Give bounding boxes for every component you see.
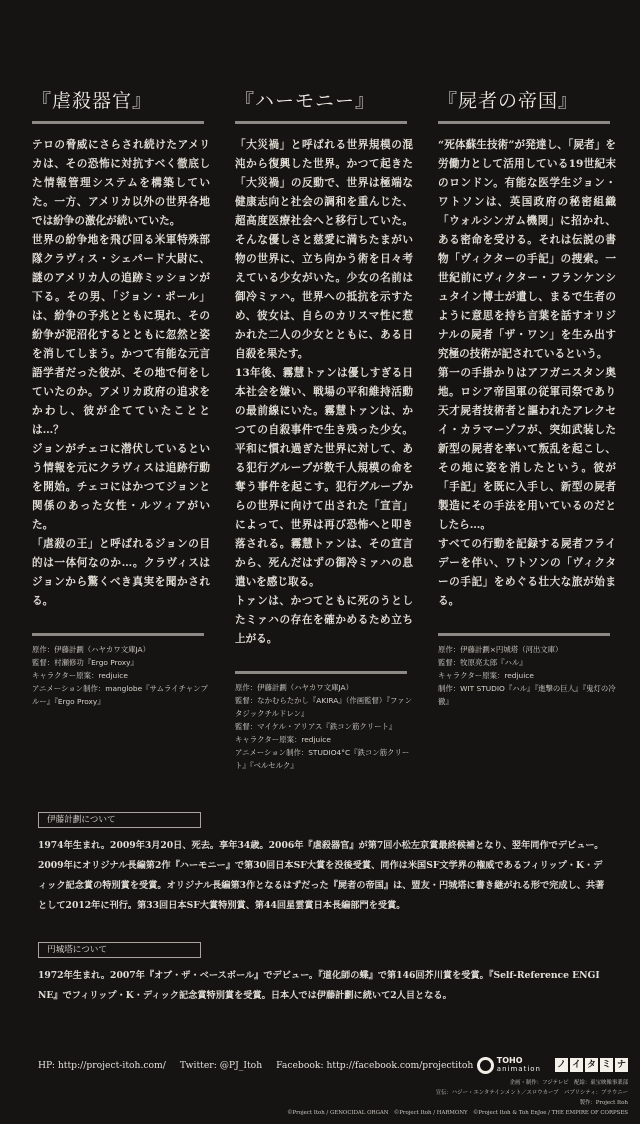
logo-char: ノ (556, 1060, 566, 1070)
credit-line: キャラクター原案：redjuice (32, 671, 128, 680)
synopsis-paragraph: 第一の手掛かりはアフガニスタン奥地。ロシア帝国軍の従軍司祭であり天才屍者技術者と謳われたアレクセイ・カラマーゾフが、突如武装した新型の屍者を率いて叛乱を起こし、その地に姿を消したという。彼が「手記」を既に入手し、新型の屍者製造にその手法を用いているのだとしたら…。 (438, 367, 616, 531)
footer-links (38, 1059, 473, 1072)
homepage-link[interactable]: HP: http://project-itoh.com/ (38, 1059, 166, 1071)
synopsis-paragraph: 「虐殺の王」と呼ばれるジョンの目的は一体何なのか…。クラヴィスはジョンから驚くべき真実を聞かされる。 (32, 538, 210, 607)
copyright-line: ©Project Itoh / GENOCIDAL ORGAN ©Project Itoh / HARMONY ©Project Itoh & Toh EnJoe / THE EMPIRE OF CORPSES (287, 1110, 628, 1116)
synopsis-paragraph: テロの脅威にさらされ続けたアメリカは、その恐怖に対抗すべく徹底した情報管理システムを構築していた。一方、アメリカ以外の世界各地では紛争の激化が続いていた。 (32, 139, 210, 227)
credit-line: アニメーション制作：manglobe『サムライチャンプルー』『Ergo Proxy』 (32, 684, 208, 706)
divider (438, 633, 610, 636)
credit-line: キャラクター原案：redjuice (235, 735, 331, 744)
logo-char: ナ (616, 1060, 626, 1070)
credit-production: 企画・制作：フジテレビ 配給：東宝映像事業部 (509, 1080, 628, 1086)
divider (438, 121, 610, 124)
twitter-link[interactable]: Twitter: @PJ_Itoh (179, 1059, 263, 1071)
divider (235, 671, 407, 674)
synopsis-paragraph: ジョンがチェコに潜伏しているという情報を元にクラヴィスは追跡行動を開始。チェコにはかつてジョンと関係のあった女性・ルツィアがいた。 (32, 443, 210, 531)
synopsis (235, 136, 413, 649)
credit-line: 原作：伊藤計劃×円城塔（河出文庫） (438, 645, 563, 654)
credit-line: 監督：村瀬修功『Ergo Proxy』 (32, 658, 138, 667)
footer (38, 1056, 628, 1074)
bio-text-itoh: 1974年生まれ。2009年3月20日、死去。享年34歳。2006年『虐殺器官』が第7回小松左京賞最終候補となり、翌年同作でデビュー。2009年にオリジナル長編第2作『ハーモニー』で第30回日本SF大賞を没後受賞、同作は米国SF文学界の権威であるフィリップ・K・ディック記念賞の特別賞を受賞。オリジナル長編第3作となるはずだった『屍者の帝国』は、盟友・円城塔に書き継がれる形で完成し、共著として2012年に刊行。第33回日本SF大賞特別賞、第44回星雲賞日本長編部門を受賞。 (38, 840, 605, 911)
credits-genocidal-organ (32, 633, 210, 708)
synopsis-paragraph: トァンは、かつてともに死のうとしたミァハの存在を確かめるため立ち上がる。 (235, 595, 413, 645)
toho-logo-subtext: animation (496, 1065, 541, 1073)
credit-publicity: 宣伝：ハジー・エンタテインメント／スロウカーブ パブリシティ：ブラウニー (435, 1090, 628, 1096)
bio-heading-itoh: 伊藤計劃について (38, 812, 201, 828)
credits-harmony (235, 671, 413, 772)
title-harmony: 『ハーモニー』 (235, 90, 376, 112)
divider (235, 121, 407, 124)
credits-empire-of-corpses (438, 633, 616, 708)
logo-char: タ (586, 1060, 596, 1070)
synopsis-paragraph: すべての行動を記録する屍者フライデーを伴い、ワトソンの「ヴィクターの手記」をめぐる壮大な旅が始まる。 (438, 538, 616, 607)
credit-line: 制作：WIT STUDIO『ハル』『進撃の巨人』『鬼灯の冷徹』 (438, 684, 616, 706)
credit-line: 原作：伊藤計劃（ハヤカワ文庫JA） (235, 683, 353, 692)
toho-animation-logo (477, 1056, 541, 1074)
credit-line: 監督：なかむらたかし『AKIRA』（作画監督）『ファンタジックチルドレン』 (235, 696, 413, 718)
divider (32, 633, 204, 636)
synopsis (438, 136, 616, 611)
noitamina-logo (555, 1058, 628, 1072)
column-empire-of-corpses (438, 86, 616, 708)
bio-text-enjoe: 1972年生まれ。2007年『オブ・ザ・ベースボール』でデビュー。『道化師の蝶』で第146回芥川賞を受賞。『Self-Reference ENGINE』でフィリップ・K・ディック記念賞特別賞を受賞。日本人では伊藤計劃に続いて2人目となる。 (38, 970, 600, 1001)
toho-ring-icon (477, 1057, 494, 1074)
logos (477, 1056, 628, 1074)
credit-line: キャラクター原案：redjuice (438, 671, 534, 680)
title-genocidal-organ: 『虐殺器官』 (32, 90, 153, 112)
synopsis-paragraph: “死体蘇生技術”が発達し、「屍者」を労働力として活用している19世紀末のロンドン。有能な医学生ジョン・ワトソンは、英国政府の秘密組織「ウォルシンガム機関」に招かれ、ある密命を受ける。それは伝説の書物「ヴィクターの手記」の捜索。一世紀前にヴィクター・フランケンシュタイン博士が遺し、まるで生者のように意思を持ち言葉を話すオリジナルの屍者「ザ・ワン」を生み出す究極の技術が記されているという。 (438, 139, 616, 360)
logo-char: ミ (601, 1060, 611, 1070)
credit-line: 原作：伊藤計劃（ハヤカワ文庫JA） (32, 645, 150, 654)
bio-section-itoh (38, 812, 606, 916)
credit-copyright-holder: 製作：Project Itoh (579, 1100, 628, 1106)
bio-section-enjoe (38, 942, 606, 1006)
footer-credits (32, 1078, 628, 1118)
toho-logo-text: TOHO (496, 1056, 523, 1065)
synopsis (32, 136, 210, 611)
column-genocidal-organ (32, 86, 210, 708)
credit-line: アニメーション制作：STUDIO4°C『鉄コン筋クリート』『ベルセルク』 (235, 748, 410, 770)
credit-line: 監督：マイケル・アリアス『鉄コン筋クリート』 (235, 722, 397, 731)
title-empire-of-corpses: 『屍者の帝国』 (438, 90, 579, 112)
synopsis-paragraph: 世界の紛争地を飛び回る米軍特殊部隊クラヴィス・シェパード大尉に、謎のアメリカ人の追跡ミッションが下る。その男、「ジョン・ポール」は、紛争の予兆とともに現れ、その紛争が泥沼化するとともに忽然と姿を消してしまう。かつて有能な元言語学者だった彼が、その地で何をしていたのか。アメリカ政府の追求をかわし、彼が企てていたこととは…？ (32, 234, 210, 436)
facebook-link[interactable]: Facebook: http://facebook.com/projectitoh (276, 1059, 474, 1071)
bio-heading-enjoe: 円城塔について (38, 942, 201, 958)
synopsis-paragraph: 「大災禍」と呼ばれる世界規模の混沌から復興した世界。かつて起きた「大災禍」の反動で、世界は極端な健康志向と社会の調和を重んじた、超高度医療社会へと移行していた。そんな優しさと慈愛に満ちたまがい物の世界に、立ち向かう術を日々考えている少女がいた。少女の名前は御冷ミァハ。世界への抵抗を示すため、彼女は、自らのカリスマ性に惹かれた二人の少女とともに、ある日自殺を果たす。 (235, 139, 413, 360)
column-harmony (235, 86, 413, 772)
film-columns (32, 86, 628, 772)
credit-line: 監督：牧原亮太郎『ハル』 (438, 658, 527, 667)
synopsis-paragraph: 13年後、霧慧トァンは優しすぎる日本社会を嫌い、戦場の平和維持活動の最前線にいた。霧慧トァンは、かつての自殺事件で生き残った少女。平和に慣れ過ぎた世界に対して、ある犯行グループが数千人規模の命を奪う事件を起こす。犯行グループからの世界に向けて出された「宣言」によって、世界は再び恐怖へと叩き落される。霧慧トァンは、その宣言から、死んだはずの御冷ミァハの息遣いを感じ取る。 (235, 367, 413, 588)
divider (32, 121, 204, 124)
logo-char: イ (571, 1060, 581, 1070)
